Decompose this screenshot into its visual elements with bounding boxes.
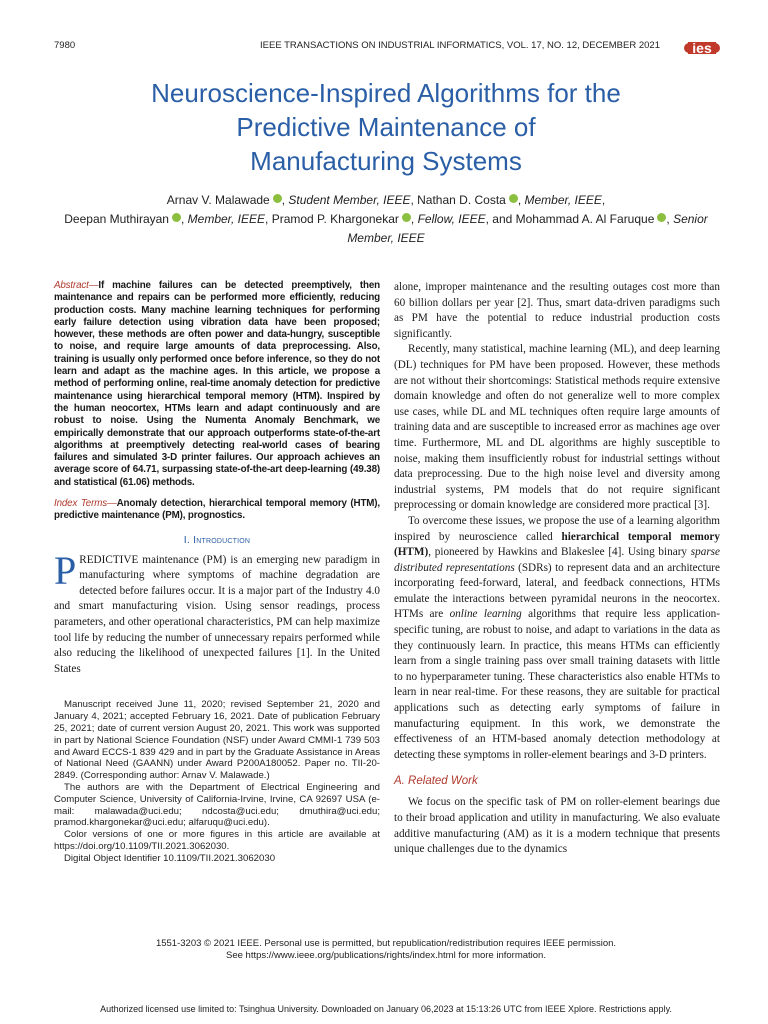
author-affiliation: Senior Member, IEEE [347,212,708,245]
author-list: Arnav V. Malawade , Student Member, IEEE, Nathan D. Costa , Member, IEEE, Deepan Muthirayan , Member, IEEE, Pramod P. Khargonekar , Fellow, IEEE, and Mohammad A. Al Faruque , Senior Member, IEEE [64,193,708,245]
footnote-doi: Digital Object Identifier 10.1109/TII.2021.3062030 [64,852,276,864]
journal-header: IEEE TRANSACTIONS ON INDUSTRIAL INFORMATICS, VOL. 17, NO. 12, DECEMBER 2021 [260,40,660,51]
author-name: Pramod P. Khargonekar [271,212,399,226]
orcid-icon[interactable] [172,213,181,222]
body-paragraph: alone, improper maintenance and the resulting outages cost more than 60 billion dollars per year [2]. Thus, smart data-driven paradigms such as PM have the potential to reduce industrial production costs significantly. [394,281,720,340]
sdr-term: sparse distributed representations [394,546,720,574]
logo-text: ies [692,40,712,56]
title-line: Manufacturing Systems [250,146,522,176]
footnote-block [54,699,380,864]
index-terms-label: Index Terms— [54,498,117,510]
body-paragraph: Recently, many statistical, machine learning (ML), and deep learning (DL) techniques for PM have been proposed. However, these methods are not without their shortcomings: Statistical methods require extensive domain knowledge and often do not generalize well to more complex use cases, while DL and ML techniques often require large amounts of training data and are susceptible to increased error as machines age over time. Furthermore, ML and DL algorithms are highly susceptible to noise, making them insufficiently robust for industrial settings without data preprocessing. Due to the high noise level and diversity among industrial systems, PM models that do not require significant preprocessing or domain knowledge are considered more practical [3]. [394,343,720,512]
title-line: Predictive Maintenance of [236,112,536,142]
footnote-manuscript: Manuscript received June 11, 2020; revised September 21, 2020 and January 4, 2021; accepted February 16, 2021. Date of publication February 25, 2021; date of current version August 20, 2021. This work was supported in part by National Science Foundation (NSF) under Award CMMI-1 739 503 and Award ECCS-1 839 429 and in part by the Graduate Assistance in Areas of National Need (GAANN) under Award P200A180052. Paper no. TII-20-2849. (Corresponding author: Arnav V. Malawade.) [54,699,380,782]
index-terms [54,498,380,523]
drop-cap: P [54,547,77,593]
copyright-line: See https://www.ieee.org/publications/rights/index.html for more information. [226,950,546,961]
intro-paragraph [54,547,380,678]
right-column [394,280,720,858]
author-name: Mohammad A. Al Faruque [515,212,655,226]
author-affiliation: Fellow, IEEE [417,212,486,226]
abstract [54,280,380,489]
author-name: Nathan D. Costa [417,193,506,207]
title-line: Neuroscience-Inspired Algorithms for the [151,78,621,108]
index-terms-text: Anomaly detection, hierarchical temporal memory (HTM), predictive maintenance (PM), prognostics. [54,498,380,522]
copyright-line: 1551-3203 © 2021 IEEE. Personal use is permitted, but republication/redistribution requires IEEE permission. [155,938,617,949]
subsection-heading-related-work: A. Related Work [394,775,478,788]
abstract-label: Abstract— [54,280,99,291]
htm-term: hierarchical temporal memory (HTM) [394,530,720,559]
orcid-icon[interactable] [402,213,411,222]
footnote-color: Color versions of one or more figures in this article are available at https://doi.org/10.1109/TII.2021.3062030. [54,829,380,852]
author-name: Deepan Muthirayan [64,212,169,226]
orcid-icon[interactable] [509,194,518,203]
abstract-text: If machine failures can be detected preemptively, then maintenance and repairs can be performed more efficiently, reducing production costs. Many machine learning techniques for performing early failure detection using vibration data have been proposed; however, these methods are often power and data-hungry, susceptible to noise, and require large amounts of data preprocessing. Also, training is usually only performed once before inference, so they do not learn and adapt as the machine ages. In this article, we propose a method of performing online, real-time anomaly detection for predictive maintenance using hierarchical temporal memory (HTM). Inspired by the human neocortex, HTMs learn and adapt continuously and are robust to noise. Using the Numenta Anomaly Benchmark, we empirically demonstrate that our approach outperforms state-of-the-art algorithms at preemptively detecting real-world cases of bearing failures and simulated 3-D printer failures. Our approach achieves an average score of 64.71, surpassing state-of-the-art deep-learning (49.38) and statistical (61.06) methods. [54,280,380,488]
body-paragraph: To overcome these issues, we propose the use of a learning algorithm inspired by neuroscience called hierarchical temporal memory (HTM), pioneered by Hawkins and Blakeslee [4]. Using binary sparse distributed representations (SDRs) to represent data and an architecture incorporating feed-forward, lateral, and feedback connections, HTMs emulate the interactions between pyramidal neurons in the neocortex. HTMs are online learning algorithms that require less application-specific tuning, are robust to noise, and adapt to variations in the data as they continuously learn. In practice, this means HTMs can efficiently learn from a single training pass over small training datasets with little to no hyperparameter tuning. These characteristics also enable HTMs to learn in near real-time. For these reasons, they are suitable for practical applications such as detecting early symptoms of failure in manufacturing equipment. In this work, we demonstrate the effectiveness of an HTM-based anomaly detection methodology at detecting these symptoms in roller-element bearings and 3-D printers. [394,514,720,761]
orcid-icon[interactable] [273,194,282,203]
ies-logo [682,36,722,60]
intro-text: REDICTIVE maintenance (PM) is an emerging new paradigm in manufacturing where symptoms of machine degradation are detected before failures occur. It is a major part of the Industry 4.0 and smart manufacturing vision. Using sensor readings, process parameters, and other operational characteristics, PM can help maximize tool life by reducing the number of unnecessary repairs performed while also reducing the likelihood of unexpected failures [1]. In the United States [54,553,380,675]
page-number: 7980 [54,40,76,51]
license-footer: Authorized licensed use limited to: Tsinghua University. Downloaded on January 06,2023 at 15:13:26 UTC from IEEE Xplore. Restrictions apply. [100,1004,672,1014]
left-column [54,280,380,865]
copyright-notice [54,938,718,962]
author-affiliation: Member, IEEE [524,193,602,207]
body-paragraph: We focus on the specific task of PM on roller-element bearings due to their broad application and utility in manufacturing. We also evaluate additive manufacturing (AM) as it is a modern technique that presents unique challenges due to the dynamics [394,796,720,856]
author-affiliation: Member, IEEE [187,212,266,226]
paper-title [54,76,718,178]
footnote-authors: The authors are with the Department of Electrical Engineering and Computer Science, University of California-Irvine, Irvine, CA 92697 USA (e-mail: malawada@uci.edu; ndcosta@uci.edu; dmuthira@uci.edu; pramod.khargonekar@uci.edu; alfaruqu@uci.edu). [54,781,380,829]
author-name: Arnav V. Malawade [166,193,270,207]
section-heading-introduction: I. Introduction [183,533,251,546]
online-learning-term: online learning [449,608,522,621]
author-affiliation: Student Member, IEEE [288,193,411,207]
